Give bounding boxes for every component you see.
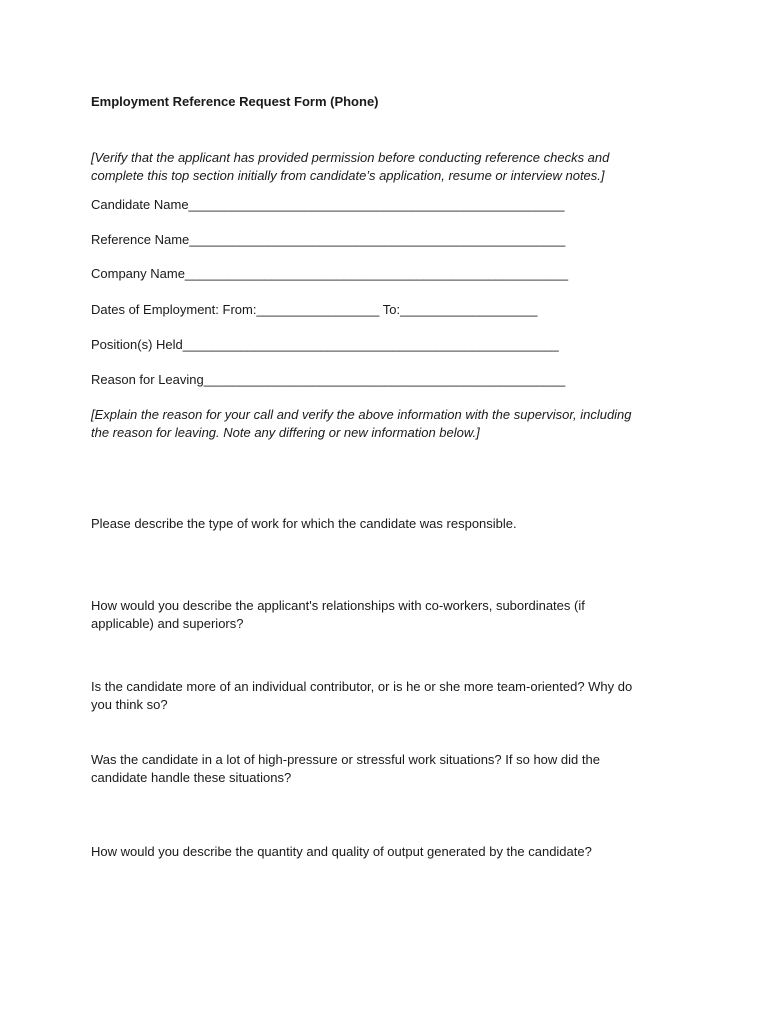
company-name-field[interactable]: Company Name_____________________________________________________ <box>91 266 569 281</box>
question-type-of-work: Please describe the type of work for which the candidate was responsible. <box>91 516 517 531</box>
instruction-verify-line-1: [Verify that the applicant has provided permission before conducting reference checks and <box>91 150 610 165</box>
instruction-explain-line-1: [Explain the reason for your call and verify the above information with the supervisor, including <box>91 407 632 422</box>
question-team-oriented-line-1: Is the candidate more of an individual contributor, or is he or she more team-oriented? Why do <box>91 679 633 694</box>
question-output-quality: How would you describe the quantity and quality of output generated by the candidate? <box>91 844 592 859</box>
question-high-pressure-line-2: candidate handle these situations? <box>91 770 292 785</box>
question-relationships-line-1: How would you describe the applicant's relationships with co-workers, subordinates (if <box>91 598 585 613</box>
document-title: Employment Reference Request Form (Phone) <box>91 94 379 109</box>
reference-name-field[interactable]: Reference Name____________________________________________________ <box>91 232 566 247</box>
question-team-oriented-line-2: you think so? <box>91 697 168 712</box>
dates-of-employment-field[interactable]: Dates of Employment: From:_________________ To:___________________ <box>91 302 538 317</box>
positions-held-field[interactable]: Position(s) Held____________________________________________________ <box>91 337 559 352</box>
instruction-verify-line-2: complete this top section initially from candidate’s application, resume or interview notes.] <box>91 168 605 183</box>
reason-for-leaving-field[interactable]: Reason for Leaving__________________________________________________ <box>91 372 566 387</box>
candidate-name-field[interactable]: Candidate Name____________________________________________________ <box>91 197 565 212</box>
question-high-pressure-line-1: Was the candidate in a lot of high-pressure or stressful work situations? If so how did the <box>91 752 600 767</box>
instruction-explain-line-2: the reason for leaving. Note any differing or new information below.] <box>91 425 480 440</box>
question-relationships-line-2: applicable) and superiors? <box>91 616 244 631</box>
